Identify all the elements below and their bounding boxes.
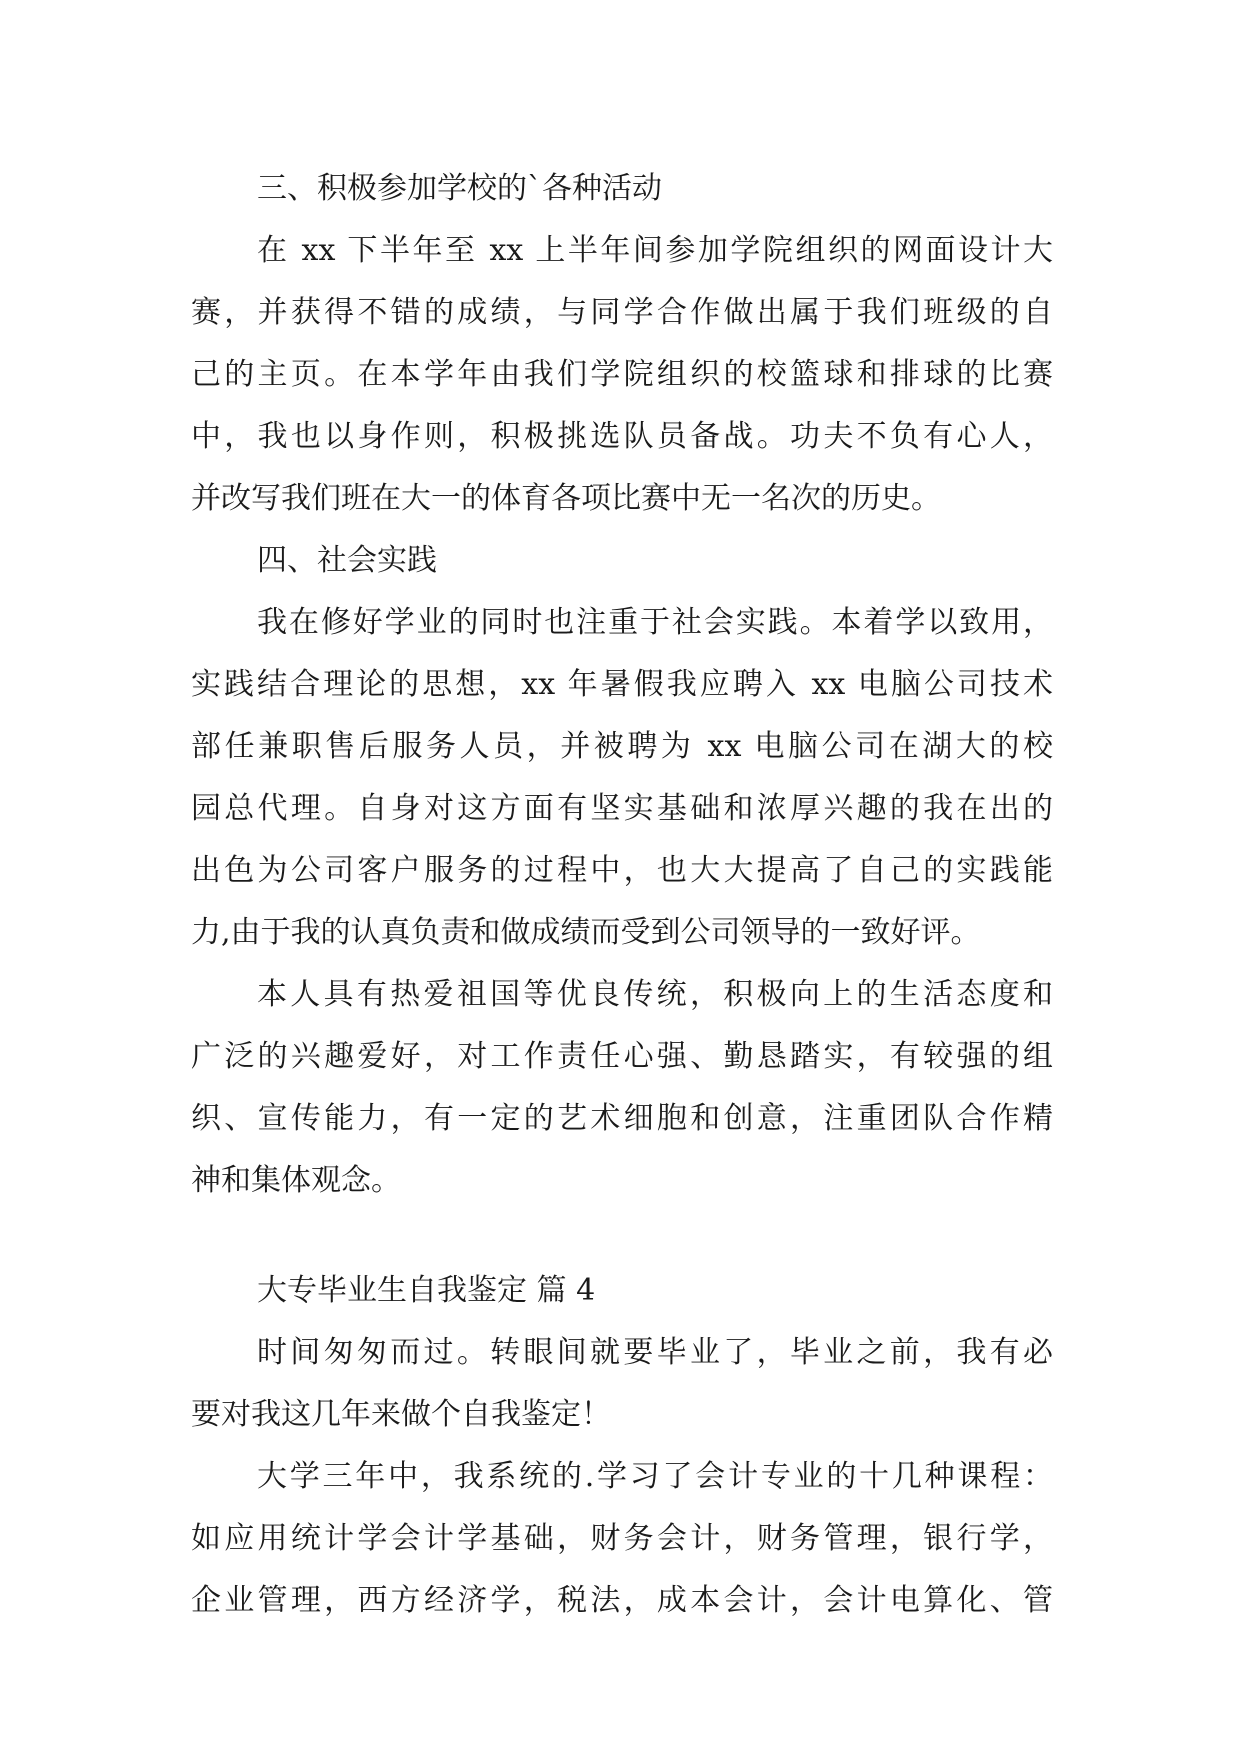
paragraph-line: 并改写我们班在大一的体育各项比赛中无一名次的历史。 (191, 481, 941, 516)
paragraph-line: 广泛的兴趣爱好，对工作责任心强、勤恳踏实，有较强的组 (191, 1039, 1053, 1074)
paragraph-line: 织、宣传能力，有一定的艺术细胞和创意，注重团队合作精 (191, 1101, 1053, 1136)
paragraph-line: 如应用统计学会计学基础，财务会计，财务管理，银行学， (191, 1521, 1053, 1556)
paragraph-line: 在 xx 下半年至 xx 上半年间参加学院组织的网面设计大 (257, 233, 1053, 268)
paragraph-line: 本人具有热爱祖国等优良传统，积极向上的生活态度和 (257, 977, 1053, 1012)
paragraph-line: 时间匆匆而过。转眼间就要毕业了，毕业之前，我有必 (257, 1335, 1053, 1370)
paragraph-line: 力,由于我的认真负责和做成绩而受到公司领导的一致好评。 (191, 915, 981, 950)
paragraph-line: 我在修好学业的同时也注重于社会实践。本着学以致用， (257, 605, 1053, 640)
paragraph-line: 部任兼职售后服务人员，并被聘为 xx 电脑公司在湖大的校 (191, 729, 1053, 764)
paragraph-line: 实践结合理论的思想，xx 年暑假我应聘入 xx 电脑公司技术 (191, 667, 1053, 702)
section-heading-social-practice: 四、社会实践 (257, 543, 437, 578)
paragraph-line: 出色为公司客户服务的过程中，也大大提高了自己的实践能 (191, 853, 1053, 888)
paragraph-line: 企业管理，西方经济学，税法，成本会计，会计电算化、管 (191, 1583, 1053, 1618)
article-title: 大专毕业生自我鉴定 篇 4 (257, 1273, 596, 1308)
section-gap (191, 1212, 1053, 1260)
section-heading-activities: 三、积极参加学校的`各种活动 (257, 171, 662, 206)
paragraph-line: 大学三年中，我系统的.学习了会计专业的十几种课程： (257, 1459, 1053, 1494)
paragraph-line: 要对我这几年来做个自我鉴定！ (191, 1397, 611, 1432)
paragraph-line: 己的主页。在本学年由我们学院组织的校篮球和排球的比赛 (191, 357, 1053, 392)
paragraph-line: 中，我也以身作则，积极挑选队员备战。功夫不负有心人， (191, 419, 1053, 454)
paragraph-line: 园总代理。自身对这方面有坚实基础和浓厚兴趣的我在出的 (191, 791, 1053, 826)
document-page (191, 158, 1053, 1632)
paragraph-line: 赛，并获得不错的成绩，与同学合作做出属于我们班级的自 (191, 295, 1053, 330)
paragraph-line: 神和集体观念。 (191, 1163, 401, 1198)
